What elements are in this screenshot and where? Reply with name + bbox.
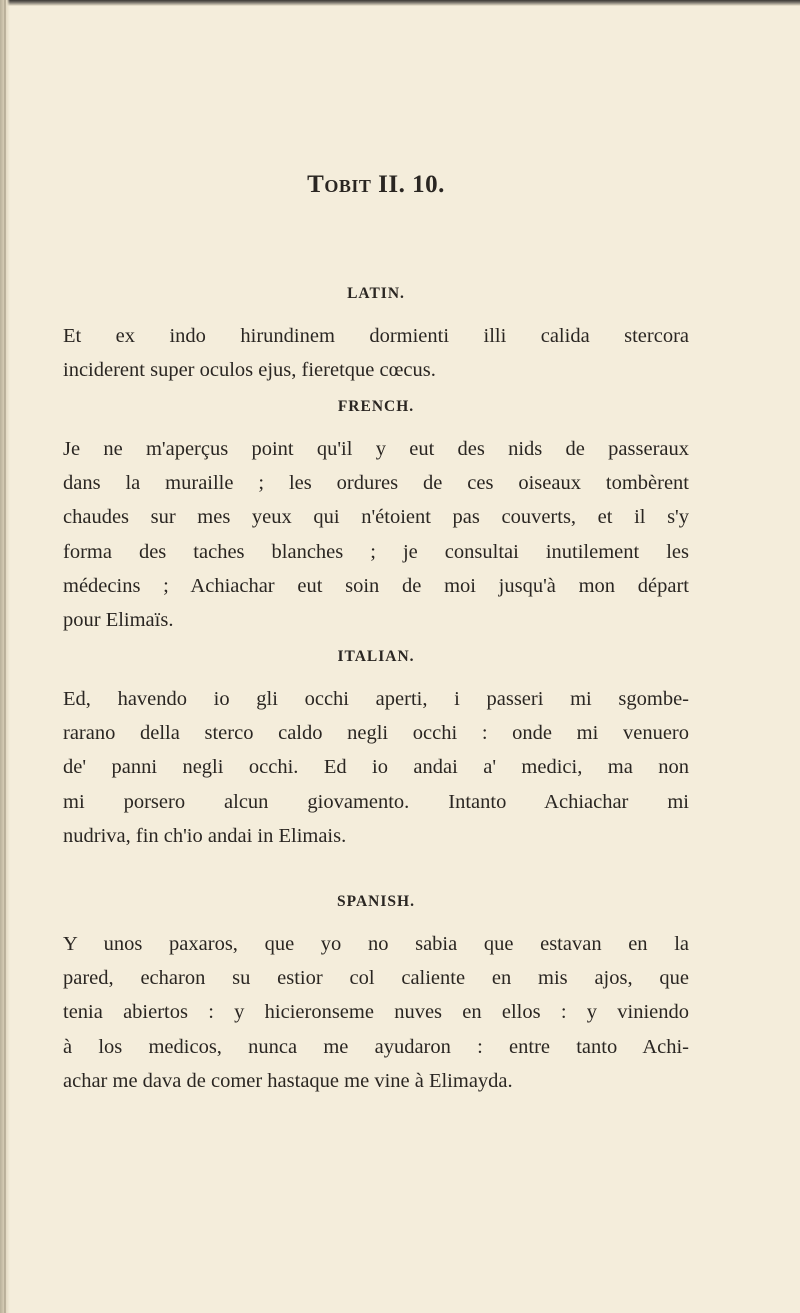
section-heading: SPANISH. xyxy=(337,893,415,910)
page-binding-rule xyxy=(4,0,6,1313)
section-heading: LATIN. xyxy=(347,285,405,302)
section-french xyxy=(63,396,689,637)
page-top-edge xyxy=(0,0,800,6)
text-line: Et ex indo hirundinem dormienti illi calida stercora xyxy=(63,325,689,347)
text-line: rarano della sterco caldo negli occhi : onde mi venuero xyxy=(63,722,689,745)
section-text xyxy=(63,682,689,853)
text-line: dans la muraille ; les ordures de ces oiseaux tombèrent xyxy=(63,472,689,495)
section-spanish xyxy=(63,891,689,1098)
section-italian xyxy=(63,646,689,853)
text-line: de' panni negli occhi. Ed io andai a' medici, ma non xyxy=(63,756,689,779)
text-line: médecins ; Achiachar eut soin de moi jusqu'à mon départ xyxy=(63,574,689,597)
section-latin xyxy=(63,283,689,387)
text-line: Y unos paxaros, que yo no sabia que estavan en la xyxy=(63,933,689,955)
text-line: achar me dava de comer hastaque me vine à Elimayda. xyxy=(63,1069,513,1092)
text-line: chaudes sur mes yeux qui n'étoient pas couverts, et il s'y xyxy=(63,506,689,529)
section-heading: ITALIAN. xyxy=(337,648,415,665)
text-line: pared, echaron su estior col caliente en mis ajos, que xyxy=(63,967,689,990)
section-text xyxy=(63,432,689,637)
section-text xyxy=(63,319,689,387)
text-line: mi porsero alcun giovamento. Intanto Achiachar mi xyxy=(63,790,689,813)
section-text xyxy=(63,927,689,1098)
section-heading: FRENCH. xyxy=(337,398,415,415)
text-line: Je ne m'aperçus point qu'il y eut des nids de passeraux xyxy=(63,438,689,460)
page-title: Tobit II. 10. xyxy=(307,171,445,198)
text-line: à los medicos, nunca me ayudaron : entre tanto Achi- xyxy=(63,1035,689,1058)
text-line: pour Elimaïs. xyxy=(63,609,174,632)
text-line: forma des taches blanches ; je consultai inutilement les xyxy=(63,540,689,563)
text-line: Ed, havendo io gli occhi aperti, i passeri mi sgombe- xyxy=(63,688,689,710)
text-line: inciderent super oculos ejus, fieretque cœcus. xyxy=(63,359,436,382)
text-line: nudriva, fin ch'io andai in Elimais. xyxy=(63,824,347,847)
text-line: tenia abiertos : y hicieronseme nuves en ellos : y viniendo xyxy=(63,1001,689,1024)
